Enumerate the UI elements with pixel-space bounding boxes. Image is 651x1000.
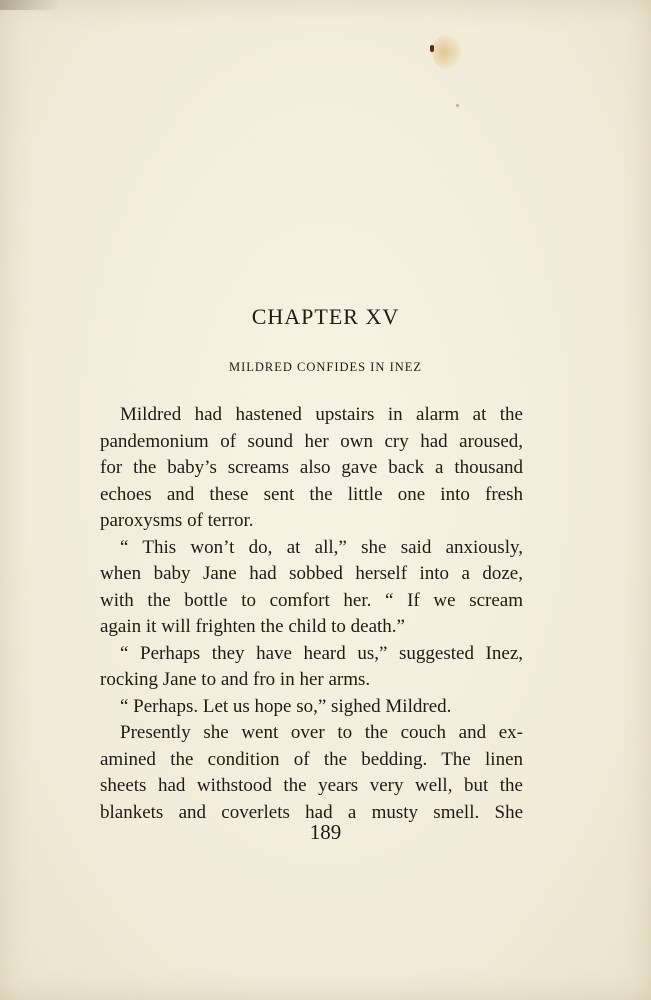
- paper-speck: [456, 104, 459, 107]
- paper-stain: [432, 34, 462, 70]
- text-line: pandemonium of sound her own cry had aroused,: [100, 430, 523, 452]
- text-line: for the baby’s screams also gave back a thousand: [100, 457, 523, 478]
- text-line: Mildred had hastened upstairs in alarm at the: [120, 404, 523, 425]
- chapter-body-text: [100, 402, 523, 826]
- text-line: when baby Jane had sobbed herself into a doze,: [100, 563, 523, 584]
- chapter-title: CHAPTER XV: [251, 304, 400, 329]
- page-number: 189: [309, 820, 342, 844]
- text-line: “ This won’t do, at all,” she said anxiously,: [120, 536, 523, 558]
- text-line: amined the condition of the bedding. The linen: [100, 748, 523, 770]
- text-line: rocking Jane to and fro in her arms.: [100, 669, 371, 690]
- page-corner-mark: [0, 0, 60, 10]
- chapter-subtitle: MILDRED CONFIDES IN INEZ: [228, 360, 423, 374]
- text-line: paroxysms of terror.: [100, 510, 254, 531]
- text-line: with the bottle to comfort her. “ If we scream: [100, 589, 523, 611]
- text-line: sheets had withstood the years very well, but the: [100, 775, 523, 796]
- text-line: echoes and these sent the little one into fresh: [100, 483, 523, 505]
- text-line: again it will frighten the child to death.”: [100, 616, 405, 637]
- text-line: Presently she went over to the couch and ex-: [120, 722, 523, 743]
- ink-speck: [430, 45, 434, 52]
- text-line: “ Perhaps. Let us hope so,” sighed Mildred.: [120, 695, 452, 717]
- text-line: “ Perhaps they have heard us,” suggested Inez,: [120, 642, 523, 664]
- text-line: blankets and coverlets had a musty smell. She: [100, 801, 523, 823]
